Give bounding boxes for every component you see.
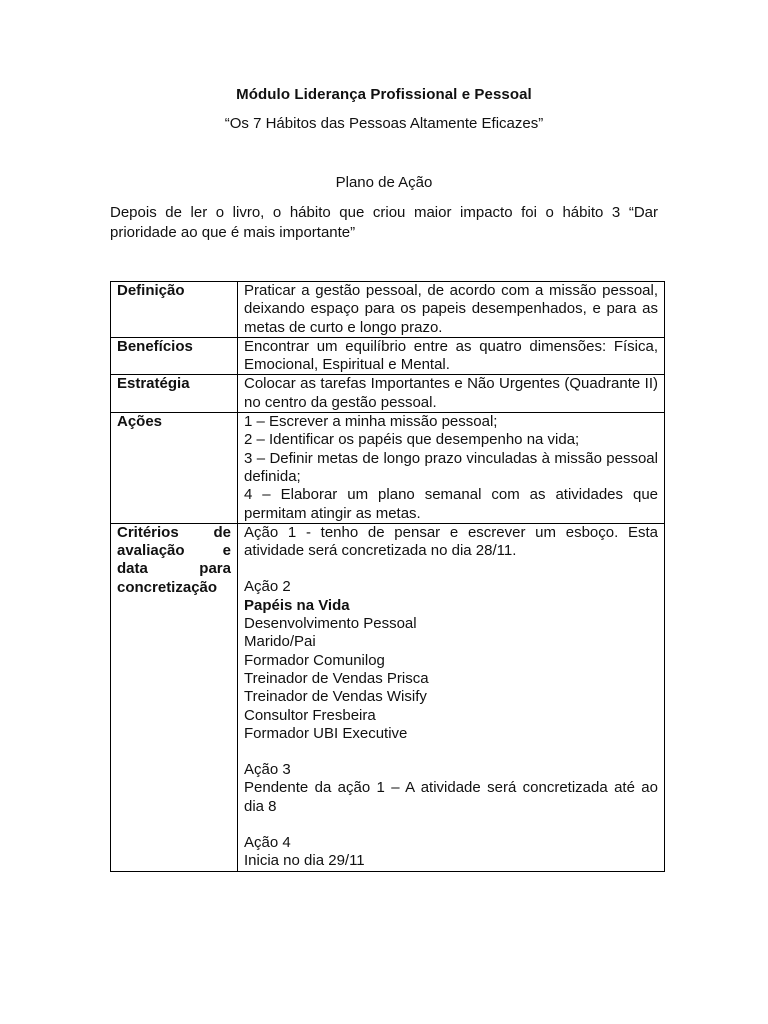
- intro-paragraph: Depois de ler o livro, o hábito que criou maior impacto foi o hábito 3 “Dar prioridade ao que é mais importante”: [110, 204, 658, 241]
- papel-item: Marido/Pai: [244, 633, 316, 651]
- row-content-definicao: Praticar a gestão pessoal, de acordo com a missão pessoal, deixando espaço para os papeis desempenhados, e para as metas de curto e longo prazo.: [238, 282, 665, 338]
- row-content-acoes: [238, 413, 665, 524]
- row-label-definicao: Definição: [111, 282, 238, 338]
- row-label-criterios: Critérios de avaliação e data para concretização: [111, 523, 238, 871]
- acao-item: 1 – Escrever a minha missão pessoal;: [244, 413, 498, 431]
- papel-item: Consultor Fresbeira: [244, 706, 376, 724]
- row-content-beneficios: Encontrar um equilíbrio entre as quatro dimensões: Física, Emocional, Espiritual e Mental.: [238, 337, 665, 375]
- acao3-title: Ação 3: [244, 761, 291, 779]
- papel-item: Formador Comunilog: [244, 651, 385, 669]
- papel-item: Treinador de Vendas Prisca: [244, 669, 429, 687]
- papel-item: Desenvolvimento Pessoal: [244, 615, 417, 633]
- table-row-estrategia: [111, 375, 665, 413]
- table-row-criterios: [111, 523, 665, 871]
- table-row-definicao: [111, 282, 665, 338]
- table-row-beneficios: [111, 337, 665, 375]
- acao4-text: Inicia no dia 29/11: [244, 852, 365, 870]
- row-content-criterios: [238, 523, 665, 871]
- acao3-text: Pendente da ação 1 – A atividade será concretizada até ao dia 8: [244, 779, 658, 815]
- document-subtitle: “Os 7 Hábitos das Pessoas Altamente Eficazes”: [224, 115, 544, 132]
- row-label-acoes: Ações: [111, 413, 238, 524]
- document-title: Módulo Liderança Profissional e Pessoal: [236, 86, 532, 103]
- papeis-heading: Papéis na Vida: [244, 596, 350, 614]
- acao-item: 2 – Identificar os papéis que desempenho na vida;: [244, 431, 580, 449]
- row-label-beneficios: Benefícios: [111, 337, 238, 375]
- table-row-acoes: [111, 413, 665, 524]
- acao4-title: Ação 4: [244, 834, 291, 852]
- plan-heading: Plano de Ação: [335, 174, 433, 191]
- acao1-text: Ação 1 - tenho de pensar e escrever um esboço. Esta atividade será concretizada no dia 28/11.: [244, 523, 658, 560]
- papel-item: Treinador de Vendas Wisify: [244, 688, 427, 706]
- acao-item: 4 – Elaborar um plano semanal com as atividades que permitam atingir as metas.: [244, 486, 658, 522]
- acao-item: 3 – Definir metas de longo prazo vinculadas à missão pessoal definida;: [244, 449, 658, 485]
- row-content-estrategia: Colocar as tarefas Importantes e Não Urgentes (Quadrante II) no centro da gestão pessoal.: [238, 375, 665, 413]
- row-label-estrategia: Estratégia: [111, 375, 238, 413]
- action-plan-table: [110, 281, 665, 872]
- papel-item: Formador UBI Executive: [244, 724, 408, 742]
- acao2-title: Ação 2: [244, 578, 291, 596]
